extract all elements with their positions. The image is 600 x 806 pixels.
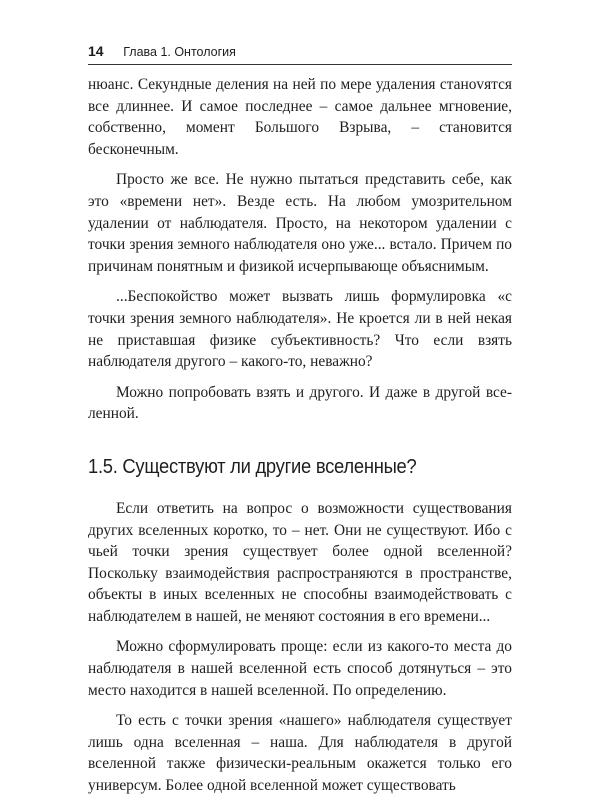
paragraph: Можно сформулировать проще: если из какого-то места до наблюдателя в нашей вселенной есть способ дотянуться – это место находится в нашей вселенной. По определению.	[88, 638, 512, 699]
paragraph: Если ответить на вопрос о возможности существования других вселенных коротко, то – нет. Они не существуют. Ибо с чьей точки зрения существует более одной вселенной? Поскольку взаимодействия распространяются в пространстве, объекты в иных вселенных не способны взаимодействовать с наблюдателем в нашей, не меняют состояния в его времени...	[88, 499, 512, 625]
paragraph: Можно попробовать взять и другого. И даже в другой вселенной.	[88, 383, 512, 423]
running-header	[88, 42, 512, 65]
paragraph-continuation: нюанс. Секундные деления на ней по мере удаления станоvятся все длиннее. И самое последнее – самое дальнее мгновение, собственно, момент Большого Взрыва, – становится бесконечным.	[88, 76, 512, 158]
paragraph: То есть с точки зрения «нашего» наблюдателя существует лишь одна вселенная – наша. Для наблюдателя в другой вселенной также физически-реальным окажется только его универсум. Более одной вселенной может существовать	[88, 712, 512, 795]
section-heading: 1.5. Существуют ли другие вселенные?	[88, 455, 417, 478]
page-body	[88, 74, 512, 806]
paragraph: Просто же все. Не нужно пытаться представить себе, как это «времени нет». Везде есть. На любом умозрительном удалении от наблюдателя. Просто, на некотором удалении с точки зрения земного наблюдателя оно уже... встало. Причем по причинам понятным и физикой исчерпывающе объяснимым.	[88, 171, 512, 275]
paragraph: ...Беспокойство может вызвать лишь формулировка «с точки зрения земного наблюдателя». Не кроется ли в ней некая не приставшая физике субъективность? Что если взять наблюдателя другого – какого-то, неважно?	[88, 288, 512, 371]
page-number: 14	[88, 43, 104, 59]
chapter-title: Глава 1. Онтология	[123, 45, 236, 59]
